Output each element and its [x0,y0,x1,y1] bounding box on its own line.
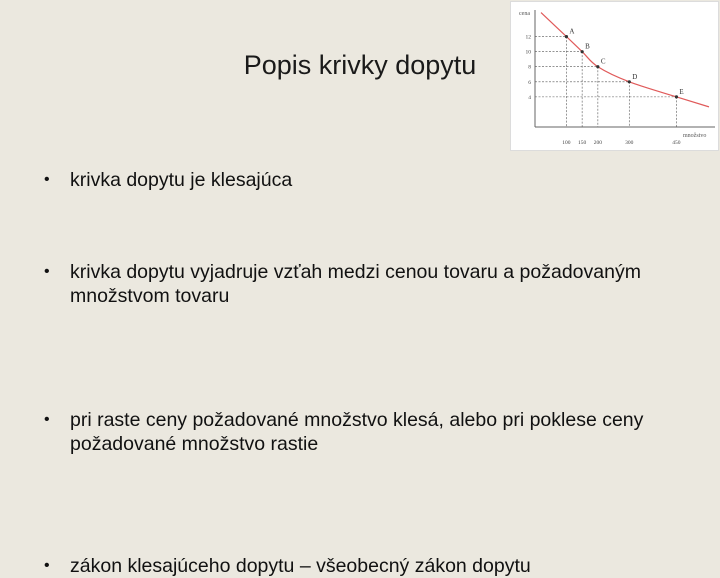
point-label: E [679,87,684,96]
bullet-list [40,168,680,577]
data-point [581,50,584,53]
bullet-text: pri raste ceny požadované množstvo klesá, alebo pri poklese ceny požadované množstvo rastie [70,409,644,455]
bullet-item [40,260,680,308]
point-label: C [600,57,606,66]
bullet-dot: • [44,263,50,280]
bullet-dot: • [44,411,50,428]
point-label: B [585,42,590,51]
data-point [565,35,568,38]
demand-curve-svg [511,2,718,150]
y-axis-label: cena [519,11,530,17]
bullet-item [40,408,680,456]
bullet-dot: • [44,557,50,574]
data-point [596,65,599,68]
bullet-item [40,168,680,192]
demand-curve-chart [510,1,719,151]
bullet-text: krivka dopytu vyjadruje vzťah medzi cenou tovaru a požadovaným množstvom tovaru [70,261,641,307]
data-point [675,95,678,98]
x-tick-label: 450 [672,140,681,146]
x-tick-label: 100 [562,140,571,146]
bullet-text: zákon klesajúceho dopytu – všeobecný zákon dopytu [70,555,531,577]
y-tick-label: 12 [525,34,531,41]
point-label: A [569,27,575,36]
x-axis-label: množstvo [683,133,707,139]
bullet-text: krivka dopytu je klesajúca [70,169,293,191]
y-tick-label: 10 [525,49,531,56]
point-label: D [632,72,638,81]
y-tick-label: 8 [528,64,531,71]
bullet-item [40,554,680,578]
slide-title: Popis krivky dopytu [243,50,477,80]
y-tick-label: 4 [528,94,531,101]
data-point [628,80,631,83]
x-tick-label: 300 [625,140,634,146]
x-tick-label: 150 [578,140,587,146]
y-tick-label: 6 [528,79,531,86]
bullet-dot: • [44,171,50,188]
x-tick-label: 200 [593,140,602,146]
